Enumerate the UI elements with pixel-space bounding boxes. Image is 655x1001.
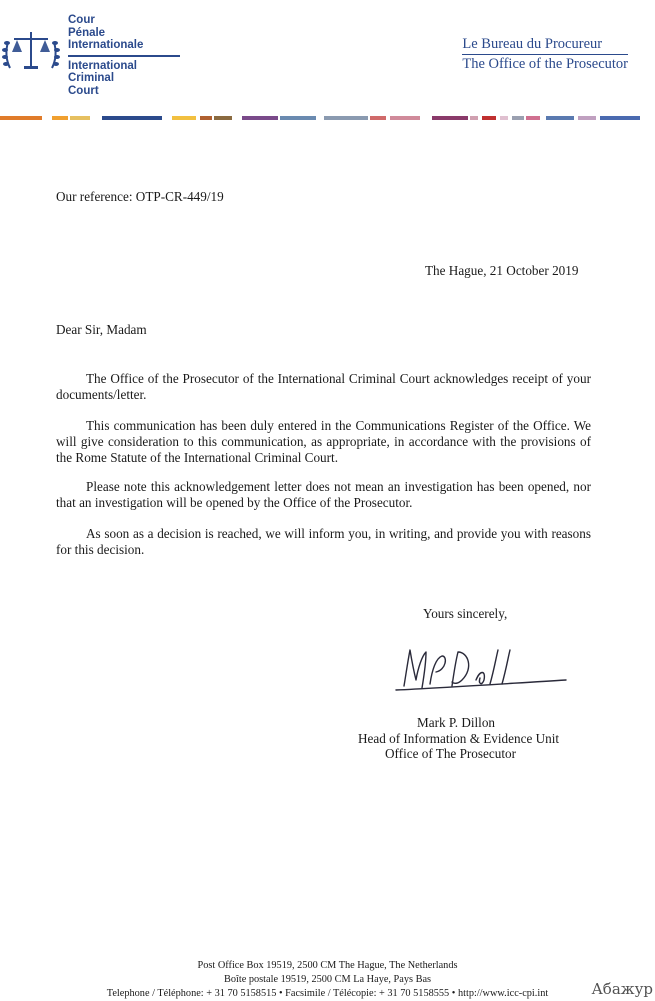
place-and-date: The Hague, 21 October 2019 [425,263,579,278]
our-reference: Our reference: OTP-CR-449/19 [56,189,224,204]
court-name-divider [68,55,180,57]
header-color-strip [0,116,655,120]
icc-scales-logo [0,20,62,82]
court-name-en-3: Court [68,84,99,97]
paragraph-decision: As soon as a decision is reached, we will inform you, in writing, and provide you with reasons for this decision. [56,526,591,557]
court-name-fr-3: Internationale [68,39,144,52]
footer-contact: Telephone / Téléphone: + 31 70 5158515 • Facsimile / Télécopie: + 31 70 5158555 • http://www.icc-cpi.int [106,988,549,999]
signer-title: Head of Information & Evidence Unit [358,731,560,746]
closing: Yours sincerely, [423,606,508,621]
court-name-fr-1: Cour [68,14,95,26]
court-name-en-2: Criminal [68,72,115,85]
handwritten-signature [390,640,570,700]
paragraph-acknowledgement: The Office of the Prosecutor of the International Criminal Court acknowledges receipt of your documents/letter. [56,371,591,402]
court-name-fr-2: Pénale [68,26,106,39]
paragraph-investigation-note: Please note this acknowledgement letter does not mean an investigation has been opened, nor that an investigation will be opened by the Office of the Prosecutor. [56,479,591,510]
court-name-block [68,14,188,98]
office-name-fr: Le Bureau du Procureur [462,36,603,52]
court-name-en-1: International [68,59,138,72]
signer-office: Office of The Prosecutor [385,746,516,761]
paragraph-register: This communication has been duly entered in the Communications Register of the Office. We will give consideration to this communication, as appropriate, in accordance with the provisions of the Rome Statute of the International Criminal Court. [56,418,591,465]
watermark: Абажур [591,980,653,998]
office-divider [462,54,628,55]
signer-name: Mark P. Dillon [417,715,496,730]
footer-address-fr: Boîte postale 19519, 2500 CM La Haye, Pays Bas [223,974,432,985]
office-block [462,36,628,73]
footer-address-en: Post Office Box 19519, 2500 CM The Hague, The Netherlands [197,960,458,971]
salutation: Dear Sir, Madam [56,322,147,337]
office-name-en: The Office of the Prosecutor [462,56,628,72]
